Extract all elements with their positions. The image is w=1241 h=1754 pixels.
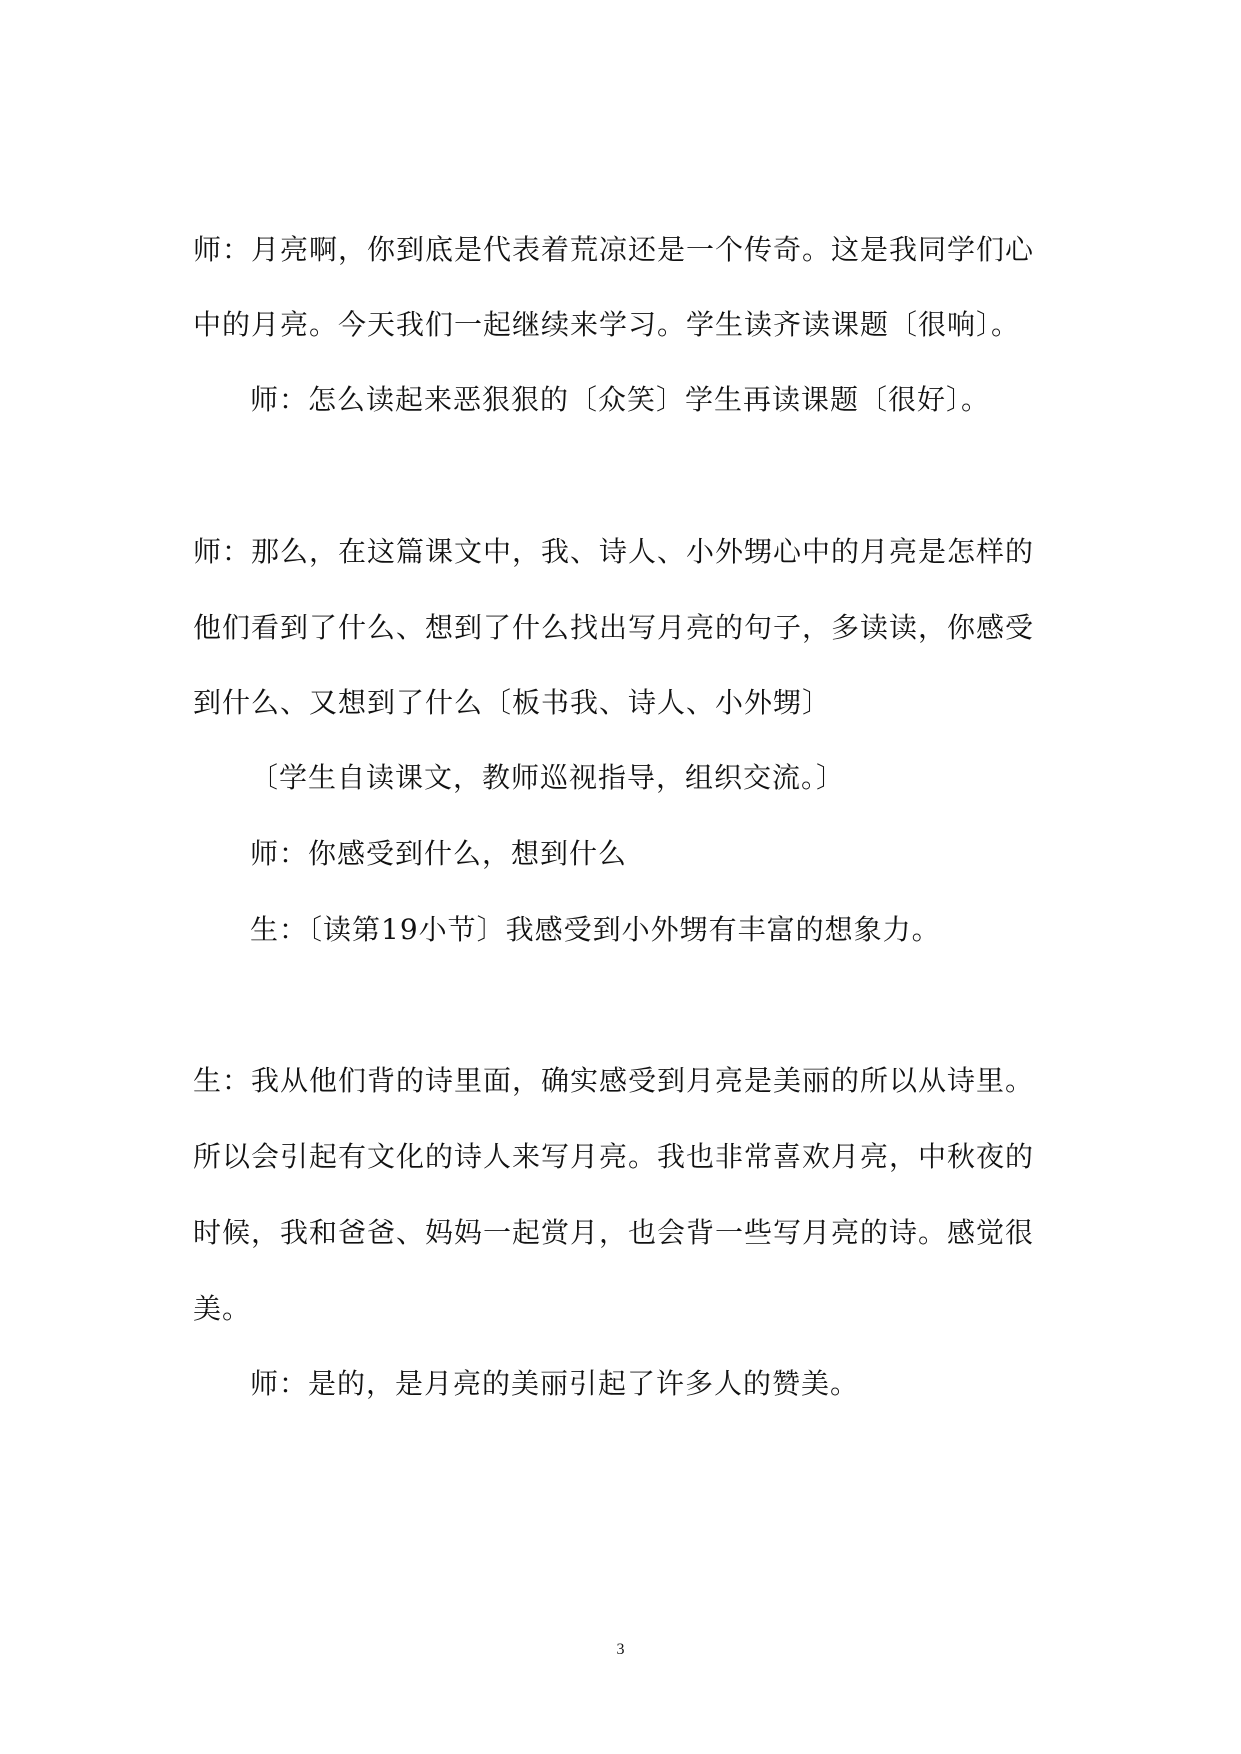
text-line: 生：〔读第19小节〕我感受到小外甥有丰富的想象力。 [250, 913, 941, 946]
text-line: 师：你感受到什么，想到什么 [250, 837, 628, 870]
text-line: 生：我从他们背的诗里面，确实感受到月亮是美丽的所以从诗里。 [193, 1064, 1035, 1097]
text-line: 中的月亮。今天我们一起继续来学习。学生读齐读课题〔很响〕。 [193, 308, 1021, 341]
text-line: 时候，我和爸爸、妈妈一起赏月，也会背一些写月亮的诗。感觉很 [193, 1216, 1035, 1249]
text-line: 师：月亮啊，你到底是代表着荒凉还是一个传奇。这是我同学们心 [193, 233, 1035, 266]
text-line: 所以会引起有文化的诗人来写月亮。我也非常喜欢月亮，中秋夜的 [193, 1140, 1035, 1173]
text-line: 师：怎么读起来恶狠狠的〔众笑〕学生再读课题〔很好〕。 [250, 383, 991, 416]
page-number: 3 [616, 1641, 625, 1658]
text-line: 美。 [193, 1292, 252, 1325]
text-line: 师：那么，在这篇课文中，我、诗人、小外甥心中的月亮是怎样的 [193, 535, 1035, 568]
text-line: 〔学生自读课文，教师巡视指导，组织交流。〕 [250, 761, 846, 794]
text-line: 到什么、又想到了什么〔板书我、诗人、小外甥〕 [193, 686, 832, 719]
text-line: 他们看到了什么、想到了什么找出写月亮的句子，多读读，你感受 [193, 611, 1035, 644]
text-line: 师：是的，是月亮的美丽引起了许多人的赞美。 [250, 1367, 860, 1400]
